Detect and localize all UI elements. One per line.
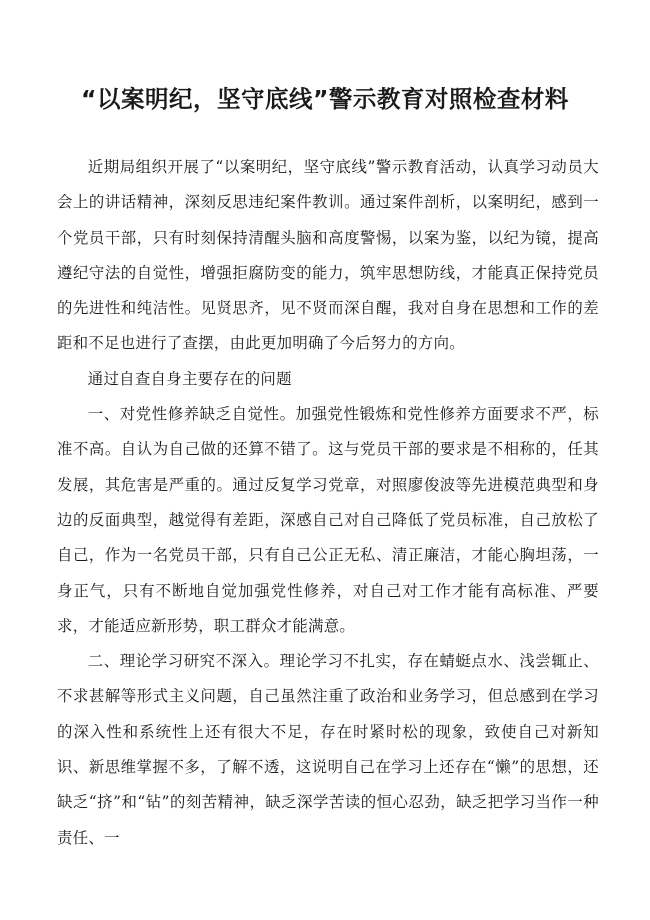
document-body [57,150,599,856]
document-title: “以案明纪，坚守底线”警示教育对照检查材料 [81,85,569,113]
paragraph-section-heading: 通过自查自身主要存在的问题 [87,369,292,388]
paragraph-intro: 近期局组织开展了“以案明纪，坚守底线”警示教育活动，认真学习动员大会上的讲话精神，深刻反思违纪案件教训。通过案件剖析，以案明纪，感到一个党员干部，只有时刻保持清醒头脑和高度警惕，以案为鉴，以纪为镜，提高遵纪守法的自觉性，增强拒腐防变的能力，筑牢思想防线，才能真正保持党员的先进性和纯洁性。见贤思齐，见不贤而深自醒，我对自身在思想和工作的差距和不足也进行了查摆，由此更加明确了今后努力的方向。 [57,158,599,353]
paragraph-issue-one: 一、对党性修养缺乏自觉性。加强党性锻炼和党性修养方面要求不严，标准不高。自认为自己做的还算不错了。这与党员干部的要求是不相称的，任其发展，其危害是严重的。通过反复学习党章，对照廖俊波等先进模范典型和身边的反面典型，越觉得有差距，深感自己对自己降低了党员标准，自己放松了自己，作为一名党员干部，只有自己公正无私、清正廉洁，才能心胸坦荡，一身正气，只有不断地自觉加强党性修养，对自己对工作才能有高标准、严要求，才能适应新形势，职工群众才能满意。 [57,405,599,635]
paragraph-issue-two: 二、理论学习研究不深入。理论学习不扎实，存在蜻蜓点水、浅尝辄止、不求甚解等形式主义问题，自己虽然注重了政治和业务学习，但总感到在学习的深入性和系统性上还有很大不足，存在时紧时松的现象，致使自己对新知识、新思维掌握不多，了解不透，这说明自己在学习上还存在“懒”的思想，还缺乏“挤”和“钻”的刻苦精神，缺乏深学苦读的恒心忍劲，缺乏把学习当作一种责任、一 [57,652,599,847]
